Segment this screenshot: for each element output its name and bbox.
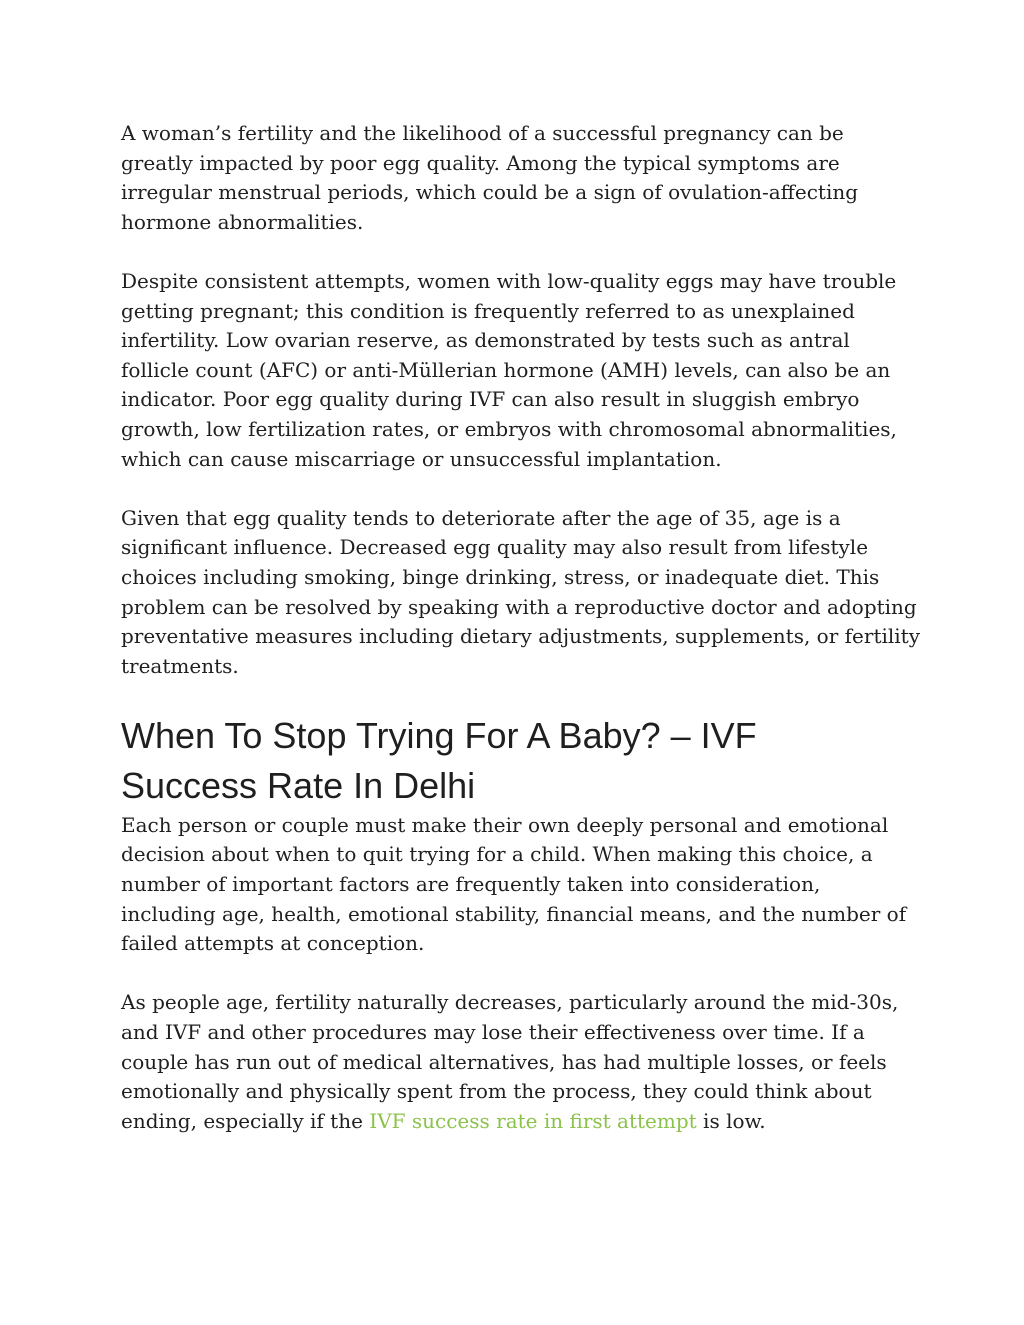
paragraph-egg-quality-intro: A woman’s fertility and the likelihood of a successful pregnancy can be greatly impacted by poor egg quality. Among the typical symptoms are irregular menstrual periods, which could be a sign of ovulation-affecting hormone abnormalities. [121, 121, 859, 234]
paragraph-age-lifestyle: Given that egg quality tends to deteriorate after the age of 35, age is a significant influence. Decreased egg quality may also result from lifestyle choices including smoking, binge drinking, stress, or inadequate diet. This problem can be resolved by speaking with a reproductive doctor and adopting preventative measures including dietary adjustments, supplements, or fertility treatments. [121, 505, 921, 678]
paragraph-text-after-link: is low. [696, 1108, 766, 1133]
ivf-success-rate-link[interactable]: IVF success rate in first attempt [369, 1108, 697, 1133]
paragraph-text-before-link: As people age, fertility naturally decreases, particularly around the mid-30s, and IVF and other procedures may lose their effectiveness over time. If a couple has run out of medical alternatives, has had multiple losses, or feels emotionally and physically spent from the process, they could think about ending, especially if the [121, 990, 899, 1133]
paragraph-when-to-stop [121, 988, 921, 1136]
section-heading: When To Stop Trying For A Baby? – IVF Success Rate In Delhi [121, 714, 757, 806]
document-body [121, 119, 921, 1166]
paragraph-decision: Each person or couple must make their own deeply personal and emotional decision about when to quit trying for a child. When making this choice, a number of important factors are frequently taken into consideration, including age, health, emotional stability, financial means, and the number of failed attempts at conception. [121, 812, 907, 956]
paragraph-unexplained-infertility: Despite consistent attempts, women with low-quality eggs may have trouble getting pregnant; this condition is frequently referred to as unexplained infertility. Low ovarian reserve, as demonstrated by tests such as antral follicle count (AFC) or anti-Müllerian hormone (AMH) levels, can also be an indicator. Poor egg quality during IVF can also result in sluggish embryo growth, low fertilization rates, or embryos with chromosomal abnormalities, which can cause miscarriage or unsuccessful implantation. [121, 268, 897, 471]
